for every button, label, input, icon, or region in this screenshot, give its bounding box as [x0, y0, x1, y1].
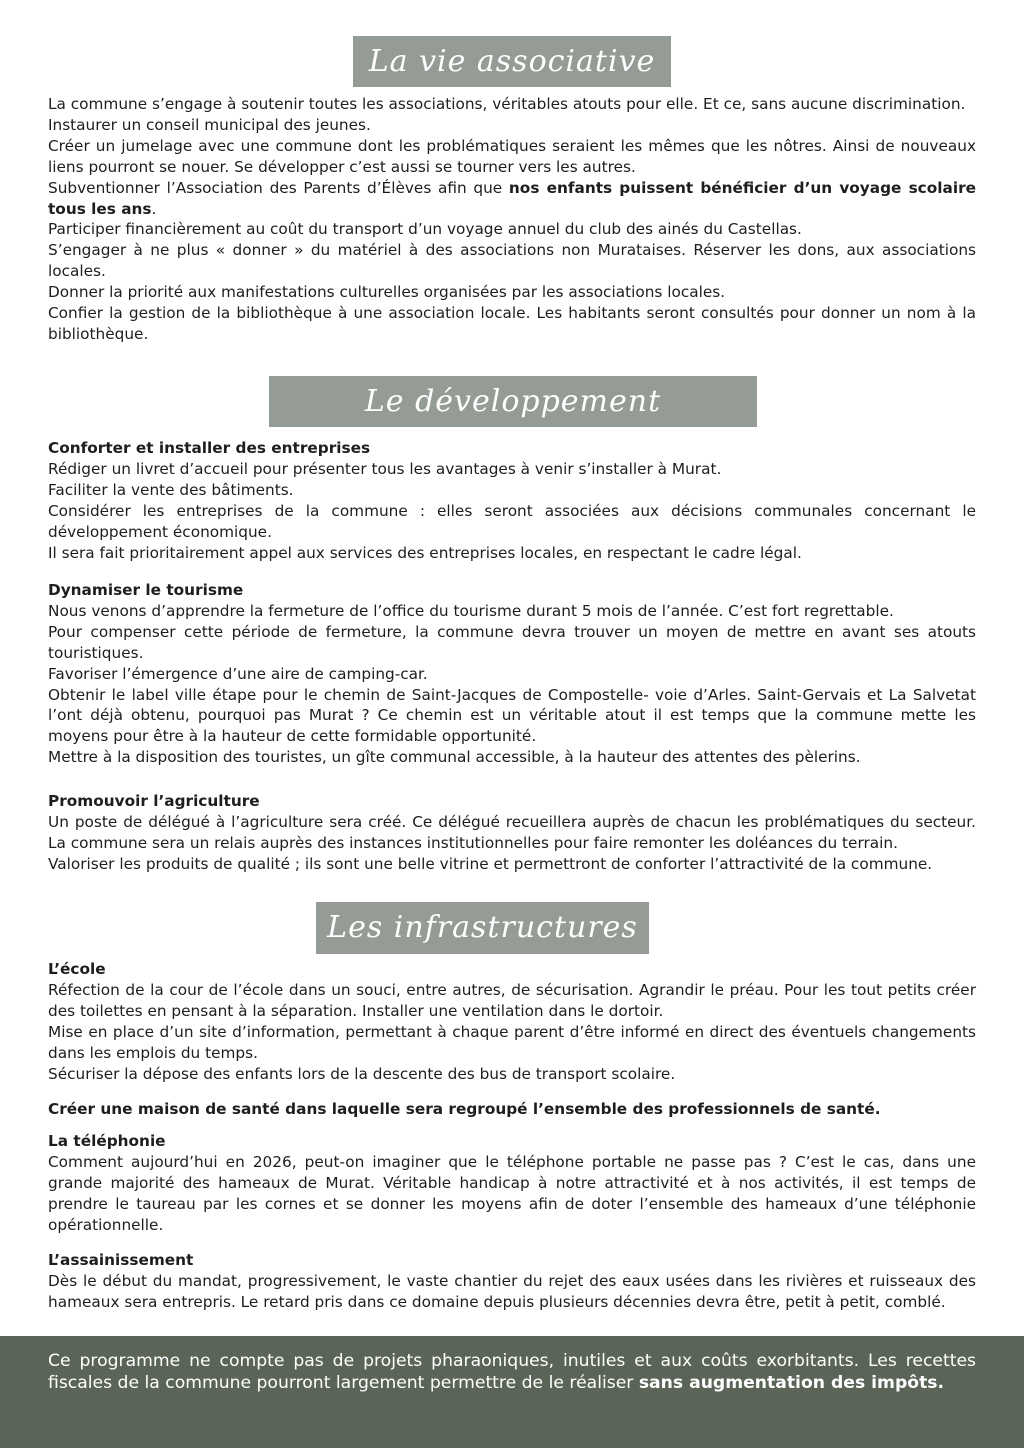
infra-assainissement-block [48, 1250, 976, 1313]
apev-bold: nos enfants puissent bénéficier d’un voyage scolaire tous les ans [48, 178, 976, 218]
subheading: La téléphonie [48, 1132, 166, 1150]
section-title-vie-associative: La vie associative [353, 36, 671, 87]
paragraph: Pour compenser cette période de fermeture, la commune devra trouver un moyen de mettre en avant ses atouts touristiques. [48, 622, 976, 662]
section-title-infrastructures: Les infrastructures [316, 902, 649, 954]
paragraph: Faciliter la vente des bâtiments. [48, 480, 294, 499]
paragraph: Il sera fait prioritairement appel aux services des entreprises locales, en respectant le cadre légal. [48, 543, 802, 562]
subheading: Conforter et installer des entreprises [48, 439, 371, 457]
infra-ecole-block [48, 959, 976, 1084]
eco-tourisme-block [48, 580, 976, 768]
paragraph: Considérer les entreprises de la commune : elles seront associées aux décisions communales concernant le développement économique. [48, 501, 976, 541]
subheading: L’école [48, 960, 106, 978]
subheading: Promouvoir l’agriculture [48, 792, 260, 810]
paragraph: Réfection de la cour de l’école dans un souci, entre autres, de sécurisation. Agrandir le préau. Pour les tout petits créer des toilettes en pensant à la séparation. Installer une ventilation dans le dortoir. [48, 980, 976, 1020]
eco-entreprises-block [48, 438, 976, 563]
subheading: Dynamiser le tourisme [48, 581, 244, 599]
section-title-developpement-economique: Le développement économique [269, 376, 757, 427]
paragraph: Sécuriser la dépose des enfants lors de la descente des bus de transport scolaire. [48, 1064, 676, 1083]
paragraph: Nous venons d’apprendre la fermeture de l’office du tourisme durant 5 mois de l’année. C’est fort regrettable. [48, 601, 894, 620]
footer-bold: sans augmentation des impôts. [638, 1373, 945, 1393]
paragraph: Dès le début du mandat, progressivement, le vaste chantier du rejet des eaux usées dans les rivières et ruisseaux des hameaux sera entrepris. Le retard pris dans ce domaine depuis plusieurs décennies devra être, petit à petit, comblé. [48, 1271, 976, 1311]
infra-sante-block [48, 1099, 976, 1120]
paragraph: Comment aujourd’hui en 2026, peut-on imaginer que le téléphone portable ne passe pas ? C’est le cas, dans une grande majorité des hameaux de Murat. Véritable handicap à notre attractivité et à nos activités, il est temps de prendre le taureau par les cornes et se donner les moyens afin de doter l’ensemble des hameaux d’une téléphonie opérationnelle. [48, 1152, 976, 1234]
paragraph: Valoriser les produits de qualité ; ils sont une belle vitrine et permettront de conforter l’attractivité de la commune. [48, 854, 933, 873]
paragraph: La commune s’engage à soutenir toutes les associations, véritables atouts pour elle. Et ce, sans aucune discrimination. [48, 95, 966, 113]
infra-telephonie-block [48, 1131, 976, 1236]
paragraph: Rédiger un livret d’accueil pour présenter tous les avantages à venir s’installer à Murat. [48, 459, 722, 478]
apev-text: Subventionner l’Association des Parents d’Élèves afin que [48, 178, 509, 197]
footer-banner [0, 1336, 1024, 1448]
eco-agriculture-block [48, 791, 976, 875]
paragraph: Participer financièrement au coût du transport d’un voyage annuel du club des ainés du Castellas. [48, 220, 802, 239]
paragraph: Favoriser l’émergence d’une aire de camping-car. [48, 664, 428, 683]
paragraph: Mettre à la disposition des touristes, un gîte communal accessible, à la hauteur des attentes des pèlerins. [48, 748, 861, 767]
subheading: L’assainissement [48, 1251, 194, 1269]
footer-text [48, 1350, 976, 1394]
sante-statement: Créer une maison de santé dans laquelle sera regroupé l’ensemble des professionnels de santé. [48, 1100, 881, 1118]
paragraph: Un poste de délégué à l’agriculture sera créé. Ce délégué recueillera auprès de chacun les problématiques du secteur. La commune sera un relais auprès des instances institutionnelles pour faire remonter les doléances du terrain. [48, 812, 976, 852]
paragraph: Instaurer un conseil municipal des jeunes. [48, 115, 371, 134]
paragraph: Mise en place d’un site d’information, permettant à chaque parent d’être informé en direct des éventuels changements dans les emplois du temps. [48, 1022, 976, 1062]
paragraph: S’engager à ne plus « donner » du matériel à des associations non Murataises. Réserver les dons, aux associations locales. [48, 241, 976, 281]
vie-associative-block [48, 94, 976, 345]
paragraph: Créer un jumelage avec une commune dont les problématiques seraient les mêmes que les nôtres. Ainsi de nouveaux liens pourront se nouer. Se développer c’est aussi se tourner vers les autres. [48, 136, 976, 176]
apev-end: . [151, 199, 157, 218]
paragraph: Confier la gestion de la bibliothèque à une association locale. Les habitants seront consultés pour donner un nom à la bibliothèque. [48, 304, 976, 343]
paragraph: Donner la priorité aux manifestations culturelles organisées par les associations locales. [48, 283, 726, 302]
paragraph: Obtenir le label ville étape pour le chemin de Saint-Jacques de Compostelle- voie d’Arles. Saint-Gervais et La Salvetat l’ont déjà obtenu, pourquoi pas Murat ? Ce chemin est un véritable atout il est temps que la commune mette les moyens pour être à la hauteur de cette formidable opportunité. [48, 685, 976, 746]
footer-main: Ce programme ne compte pas de projets pharaoniques, inutiles et aux coûts exorbitants. Les recettes fiscales de la commune pourront largement permettre de le réaliser [48, 1351, 976, 1393]
paragraph-apev [48, 178, 976, 220]
